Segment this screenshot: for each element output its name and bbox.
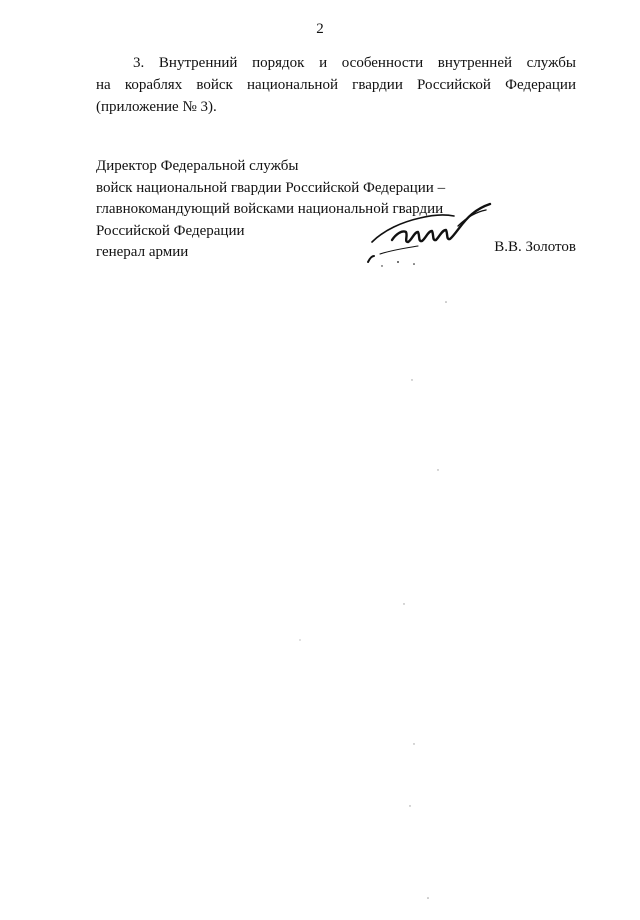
- signatory-position-line: войск национальной гвардии Российской Федерации –: [96, 179, 446, 196]
- signatory-position-line: Директор Федеральной службы: [96, 158, 299, 174]
- paragraph-line: (приложение № 3).: [96, 99, 217, 115]
- signatory-position-line: главнокомандующий войсками национальной гвардии: [96, 201, 444, 217]
- paragraph-line: 3. Внутренний порядок и особенности внутренней службы: [133, 55, 576, 71]
- signatory-position-line: Российской Федерации: [96, 222, 245, 239]
- page-number: 2: [316, 21, 324, 37]
- handwritten-signature-icon: [362, 196, 500, 268]
- paragraph-line: на кораблях войск национальной гвардии Российской Федерации: [96, 77, 576, 93]
- signer-name: В.В. Золотов: [494, 239, 576, 255]
- body-paragraph: [96, 52, 576, 118]
- signatory-rank-line: генерал армии: [96, 244, 189, 260]
